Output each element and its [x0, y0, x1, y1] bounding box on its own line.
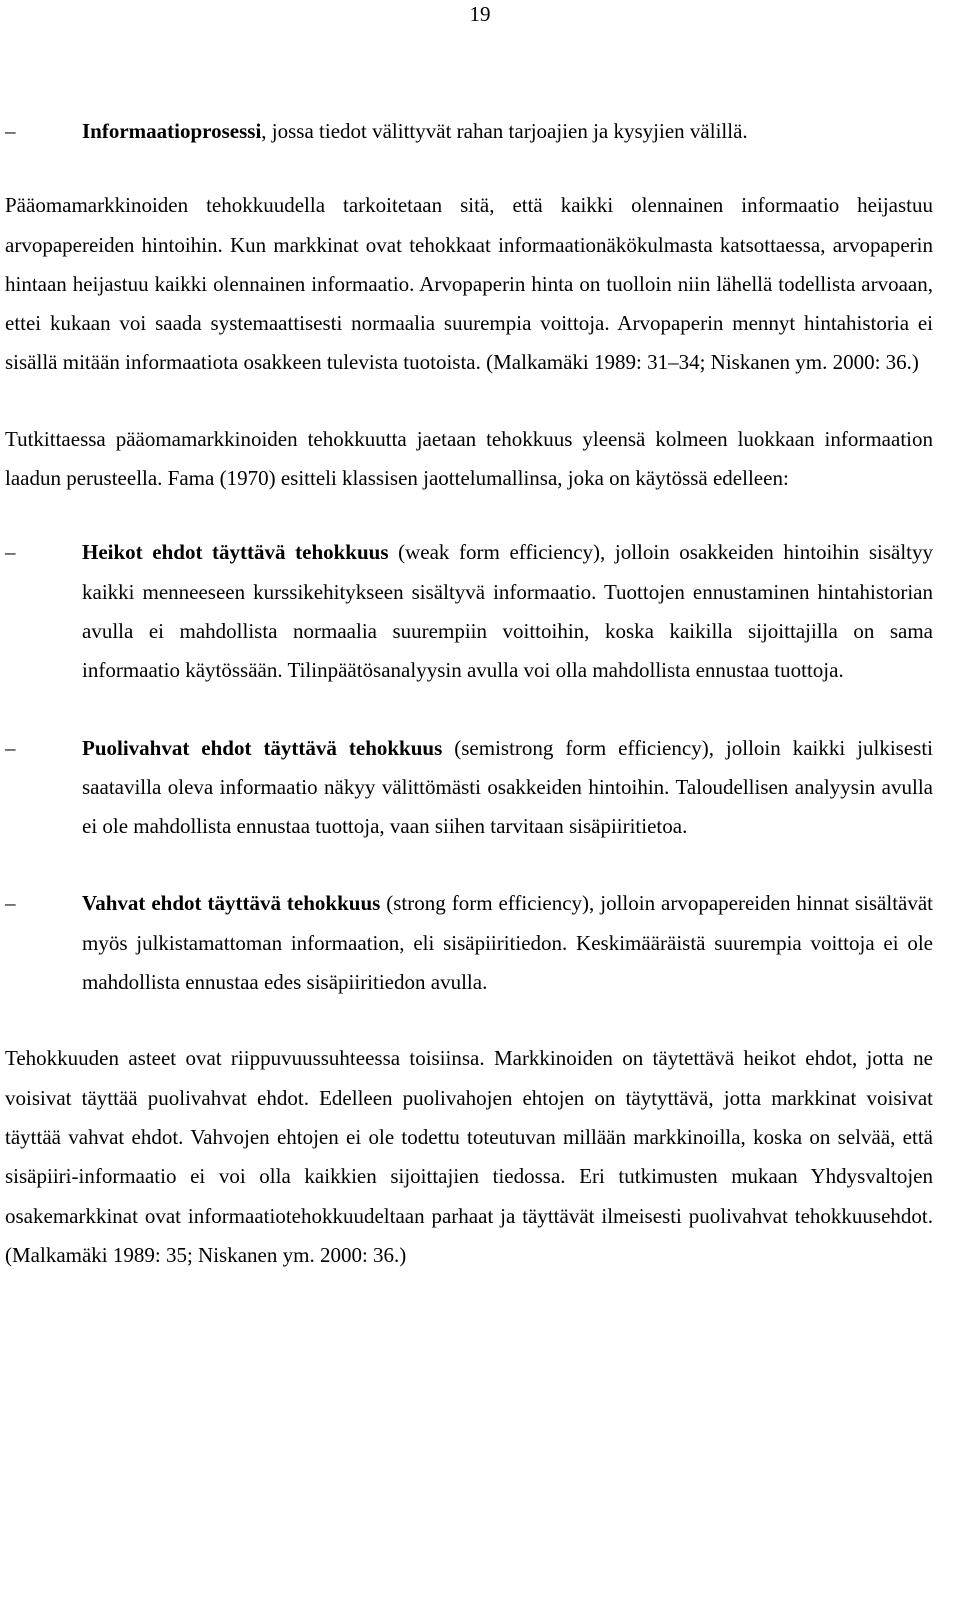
document-body — [5, 112, 933, 1275]
paragraph-market-efficiency: Pääomamarkkinoiden tehokkuudella tarkoitetaan sitä, että kaikki olennainen informaatio heijastuu arvopapereiden hintoihin. Kun markkinat ovat tehokkaat informaationäkökulmasta katsottaessa, arvopaperin hintaan heijastuu kaikki olennainen informaatio. Arvopaperin hinta on tuolloin niin lähellä todellista arvoaan, ettei kukaan voi saada systemaattisesti normaalia suurempia voittoja. Arvopaperin mennyt hintahistoria ei sisällä mitään informaatiota osakkeen tulevista tuotoista. (Malkamäki 1989: 31–34; Niskanen ym. 2000: 36.) — [5, 193, 933, 375]
list-item — [5, 884, 933, 1002]
paragraph-fama-classification: Tutkittaessa pääomamarkkinoiden tehokkuutta jaetaan tehokkuus yleensä kolmeen luokkaan informaation laadun perusteella. Fama (1970) esitteli klassisen jaottelumallinsa, joka on käytössä edelleen: — [5, 426, 933, 491]
list-item-text — [82, 729, 933, 847]
list-item — [5, 533, 933, 690]
paragraph-efficiency-levels: Tehokkuuden asteet ovat riippuvuussuhteessa toisiinsa. Markkinoiden on täytettävä heikot ehdot, jotta ne voisivat täyttää puolivahvat ehdot. Edelleen puolivahojen ehtojen on täytyttävä, jotta markkinat voisivat täyttää vahvat ehdot. Vahvojen ehtojen ei ole todettu toteutuvan millään markkinoilla, koska on selvää, että sisäpiiri-informaatio ei voi olla kaikkien sijoittajien tiedossa. Eri tutkimusten mukaan Yhdysvaltojen osakemarkkinat ovat informaatiotehokkuudeltaan parhaat ja täyttävät ilmeisesti puolivahvat tehokkuusehdot. (Malkamäki 1989: 35; Niskanen ym. 2000: 36.) — [5, 1046, 933, 1267]
term-weak-form: Heikot ehdot täyttävä tehokkuus — [82, 540, 389, 565]
bullet-dash: – — [5, 735, 16, 760]
list-item-body: , jossa tiedot välittyvät rahan tarjoajien ja kysyjien välillä. — [261, 119, 748, 143]
list-item-body: (semistrong form efficiency), jolloin kaikki julkisesti saatavilla oleva informaatio näkyy välittömästi osakkeiden hintoihin. Taloudellisen analyysin avulla ei ole mahdollista ennustaa tuottoja, vaan siihen tarvitaan sisäpiiritietoa. — [82, 735, 933, 839]
list-item — [5, 112, 933, 151]
list-item-body: (strong form efficiency), jolloin arvopapereiden hinnat sisältävät myös julkistamattoman informaation, eli sisäpiiritiedon. Keskimääräistä suurempia voittoja ei ole mahdollista ennustaa edes sisäpiiritiedon avulla. — [82, 891, 933, 995]
term-semistrong-form: Puolivahvat ehdot täyttävä tehokkuus — [82, 735, 443, 760]
bullet-dash: – — [5, 540, 16, 565]
list-item-body: (weak form efficiency), jolloin osakkeiden hintoihin sisältyy kaikki menneeseen kurssikehitykseen sisältyvä informaatio. Tuottojen ennustaminen hintahistorian avulla ei mahdollista normaalia suurempiin voittoihin, koska kaikilla sijoittajilla on sama informaatio käytössään. Tilinpäätösanalyysin avulla voi olla mahdollista ennustaa tuottoja. — [82, 540, 933, 683]
page-number: 19 — [469, 2, 491, 26]
list-item — [5, 729, 933, 847]
list-item-text — [82, 533, 933, 690]
term-strong-form: Vahvat ehdot täyttävä tehokkuus — [82, 891, 381, 916]
term-informaatioprosessi: Informaatioprosessi — [82, 119, 262, 143]
bullet-dash: – — [5, 891, 16, 916]
bullet-dash: – — [5, 119, 16, 143]
list-item-text — [82, 112, 933, 151]
list-item-text — [82, 884, 933, 1002]
